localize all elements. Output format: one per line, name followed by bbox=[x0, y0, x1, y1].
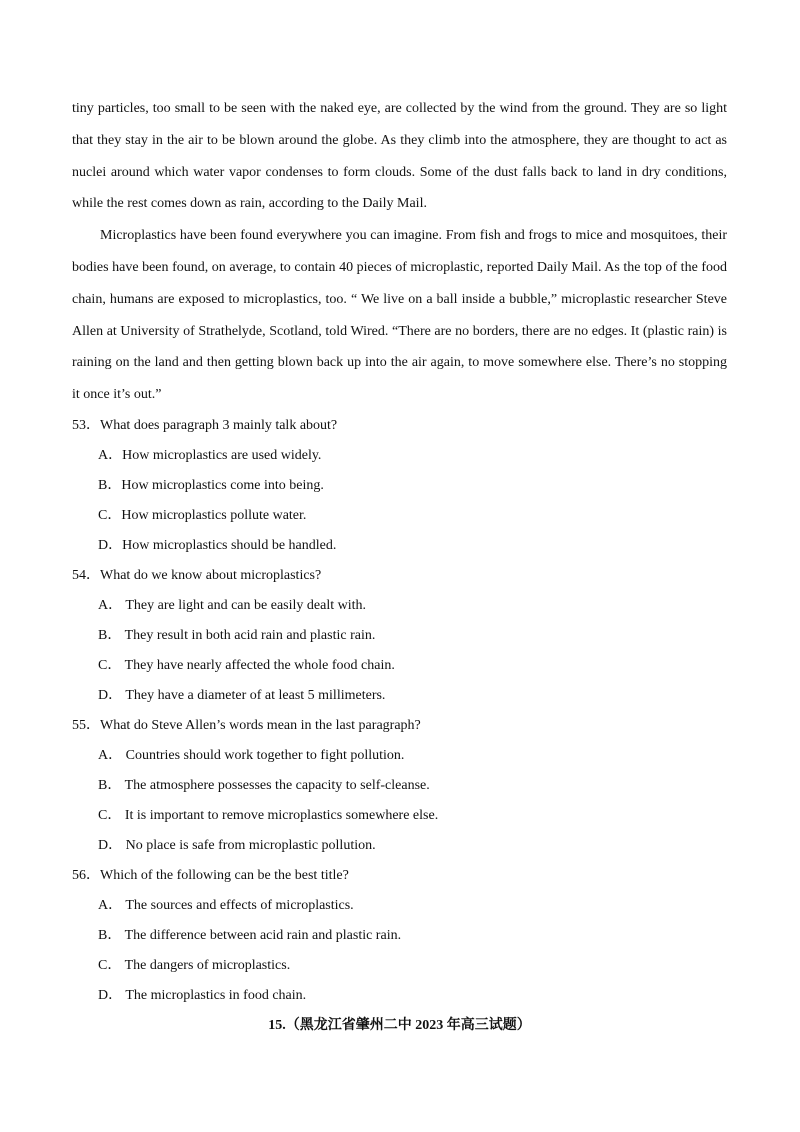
option-d: D． No place is safe from microplastic pollution. bbox=[98, 837, 376, 853]
option-a: A． The sources and effects of microplastics. bbox=[98, 897, 354, 913]
next-section-title: 15.（黑龙江省肇州二中 2023 年高三试题） bbox=[268, 1017, 531, 1033]
option-b: B． The atmosphere possesses the capacity to self-cleanse. bbox=[98, 777, 430, 793]
document-page bbox=[72, 93, 727, 1041]
option-b: B． They result in both acid rain and plastic rain. bbox=[98, 627, 376, 643]
option-c: C． It is important to remove microplastics somewhere else. bbox=[98, 807, 439, 823]
question-53 bbox=[72, 411, 727, 561]
option-b: B．How microplastics come into being. bbox=[98, 477, 324, 493]
option-c: C．How microplastics pollute water. bbox=[98, 507, 307, 523]
option-c: C． They have nearly affected the whole food chain. bbox=[98, 657, 395, 673]
question-56 bbox=[72, 861, 727, 1011]
option-a: A． Countries should work together to fight pollution. bbox=[98, 747, 405, 763]
question-stem: 56．Which of the following can be the best title? bbox=[72, 867, 349, 883]
question-54 bbox=[72, 561, 727, 711]
option-d: D． They have a diameter of at least 5 millimeters. bbox=[98, 687, 386, 703]
question-stem: 53．What does paragraph 3 mainly talk about? bbox=[72, 417, 338, 433]
question-stem: 54．What do we know about microplastics? bbox=[72, 567, 322, 583]
question-stem: 55．What do Steve Allen’s words mean in the last paragraph? bbox=[72, 717, 421, 733]
option-b: B． The difference between acid rain and plastic rain. bbox=[98, 927, 402, 943]
option-d: D． The microplastics in food chain. bbox=[98, 987, 307, 1003]
question-55 bbox=[72, 711, 727, 861]
option-c: C． The dangers of microplastics. bbox=[98, 957, 291, 973]
option-a: A． They are light and can be easily dealt with. bbox=[98, 597, 366, 613]
passage-paragraph-2: Microplastics have been found everywhere you can imagine. From fish and frogs to mice and mosquitoes, their bodies have been found, on average, to contain 40 pieces of microplastic, reported Daily Mail. As the top of the food chain, humans are exposed to microplastics, too. “ We live on a ball inside a bubble,” microplastic researcher Steve Allen at University of Strathelyde, Scotland, told Wired. “There are no borders, there are no edges. It (plastic rain) is raining on the land and then getting blown back up into the air again, to move somewhere else. There’s no stopping it once it’s out.” bbox=[72, 228, 727, 403]
option-a: A．How microplastics are used widely. bbox=[98, 447, 322, 463]
passage-paragraph-1: tiny particles, too small to be seen with the naked eye, are collected by the wind from the ground. They are so light that they stay in the air to be blown around the globe. As they climb into the atmosphere, they are thought to act as nuclei around which water vapor condenses to form clouds. Some of the dust falls back to land in dry conditions, while the rest comes down as rain, according to the Daily Mail. bbox=[72, 101, 727, 212]
option-d: D．How microplastics should be handled. bbox=[98, 537, 337, 553]
